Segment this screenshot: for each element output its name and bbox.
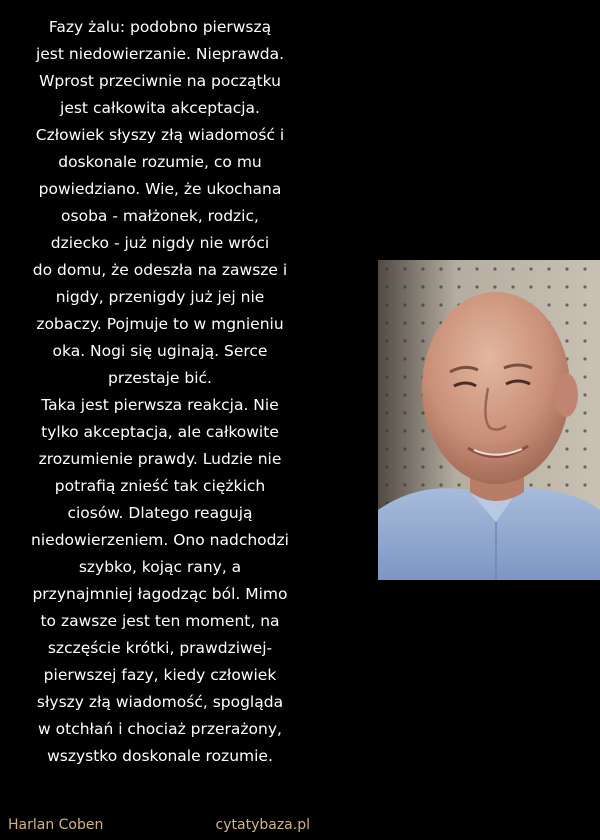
author-portrait	[378, 260, 600, 580]
quote-line: niedowierzeniem. Ono nadchodzi	[31, 531, 289, 549]
quote-line: w otchłań i chociaż przerażony,	[38, 720, 282, 738]
quote-line: zobaczy. Pojmuje to w mgnieniu	[36, 315, 284, 333]
quote-line: Wprost przeciwnie na początku	[39, 72, 281, 90]
quote-text	[10, 14, 310, 770]
quote-line: powiedziano. Wie, że ukochana	[38, 180, 282, 198]
quote-line: to zawsze jest ten moment, na	[40, 612, 280, 630]
quote-line: osoba - małżonek, rodzic,	[61, 207, 259, 225]
quote-line: Taka jest pierwsza reakcja. Nie	[41, 396, 279, 414]
author-name: Harlan Coben	[8, 817, 104, 833]
quote-line: Fazy żalu: podobno pierwszą	[48, 18, 272, 36]
quote-line: oka. Nogi się uginają. Serce	[52, 342, 268, 360]
quote-line: jest całkowita akceptacja.	[60, 99, 260, 117]
quote-line: dziecko - już nigdy nie wróci	[50, 234, 270, 252]
quote-line: zrozumienie prawdy. Ludzie nie	[38, 450, 282, 468]
quote-line: jest niedowierzanie. Nieprawda.	[35, 45, 285, 63]
quote-line: doskonale rozumie, co mu	[58, 153, 262, 171]
quote-line: szczęście krótki, prawdziwej-	[47, 639, 273, 657]
quote-line: ciosów. Dlatego reagują	[67, 504, 253, 522]
quote-line: przynajmniej łagodząc ból. Mimo	[32, 585, 288, 603]
quote-line: tylko akceptacja, ale całkowite	[41, 423, 279, 441]
quote-line: do domu, że odeszła na zawsze i	[32, 261, 288, 279]
site-link[interactable]: cytatybaza.pl	[215, 817, 310, 833]
quote-line: wszystko doskonale rozumie.	[47, 747, 273, 765]
quote-line: słyszy złą wiadomość, spogląda	[36, 693, 284, 711]
quote-line: Człowiek słyszy złą wiadomość i	[35, 126, 285, 144]
quote-line: pierwszej fazy, kiedy człowiek	[43, 666, 277, 684]
quote-line: przestaje bić.	[108, 369, 212, 387]
quote-line: nigdy, przenigdy już jej nie	[55, 288, 265, 306]
quote-line: szybko, kojąc rany, a	[78, 558, 242, 576]
quote-line: potrafią znieść tak ciężkich	[54, 477, 266, 495]
